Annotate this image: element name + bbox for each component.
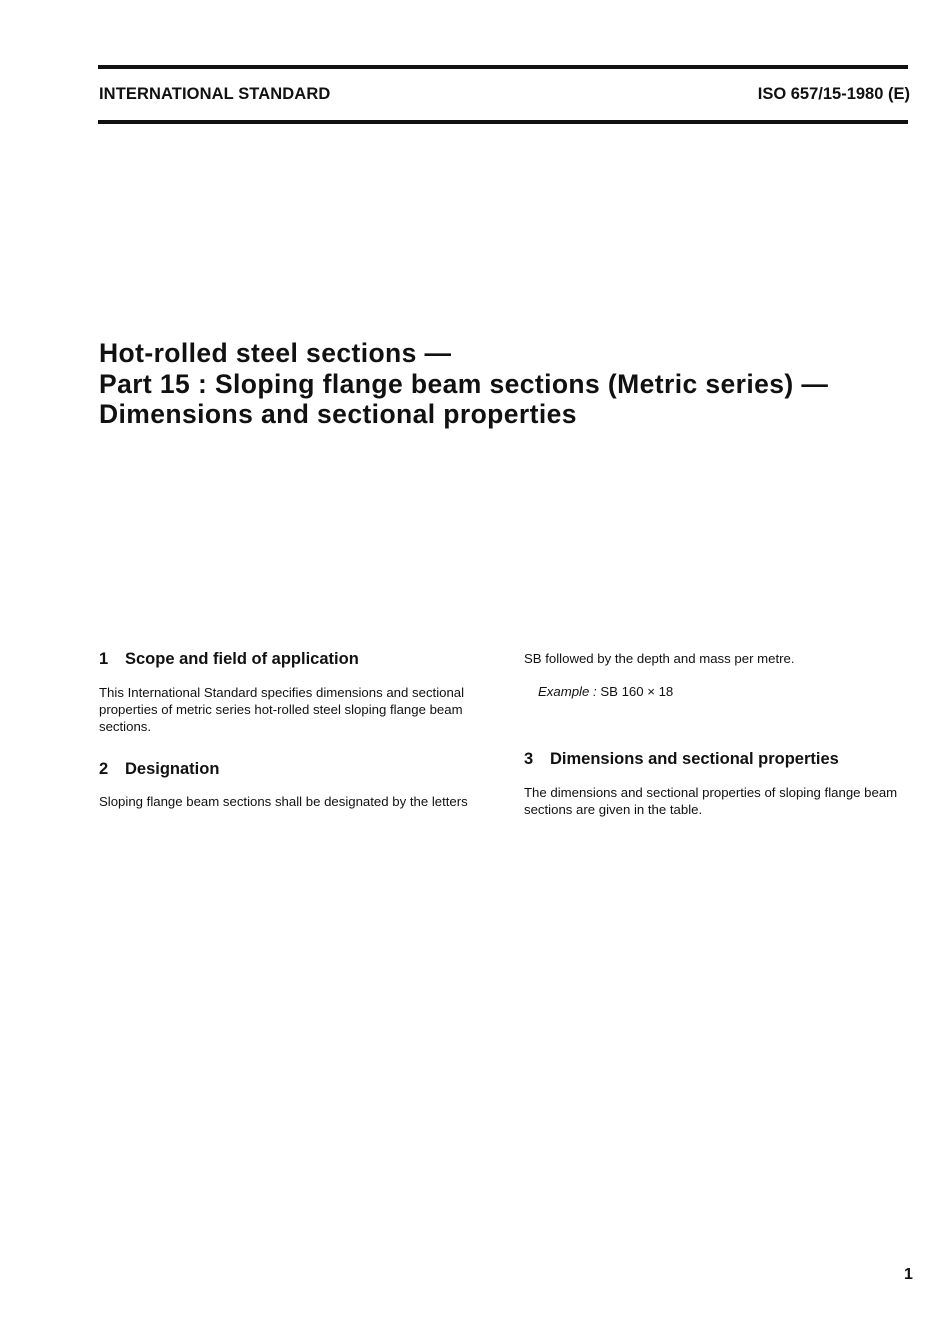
designation-example [524, 683, 919, 700]
example-value: SB 160 × 18 [600, 684, 674, 699]
section-1-heading [99, 648, 494, 670]
example-label: Example : [538, 684, 597, 699]
section-3-title: Dimensions and sectional properties [550, 750, 839, 768]
section-1-number: 1 [99, 650, 109, 668]
section-2-text-continued: SB followed by the depth and mass per metre. [524, 651, 795, 666]
title-line-2: Part 15 : Sloping flange beam sections (Metric series) — [99, 368, 829, 399]
title-line-3: Dimensions and sectional properties [99, 399, 577, 429]
section-2-text: Sloping flange beam sections shall be designated by the letters [99, 794, 468, 809]
header-standard-number: ISO 657/15-1980 (E) [757, 85, 910, 103]
section-2-number: 2 [99, 760, 109, 778]
page-number: 1 [904, 1266, 913, 1283]
section-2-heading [99, 758, 494, 780]
document-title [99, 338, 828, 430]
header-document-type: INTERNATIONAL STANDARD [99, 85, 331, 103]
left-column [99, 648, 494, 810]
section-1-title: Scope and field of application [125, 650, 359, 668]
header-rule-bottom [98, 120, 908, 124]
header-rule-top [98, 65, 908, 69]
right-column [524, 650, 919, 818]
section-3-heading [524, 748, 919, 770]
section-1-text: This International Standard specifies dimensions and sectional properties of metric series hot-rolled steel sloping flange beam sections. [99, 685, 465, 734]
section-2-title: Designation [125, 760, 220, 778]
section-3-text: The dimensions and sectional properties of sloping flange beam sections are given in the table. [524, 785, 898, 817]
section-3-number: 3 [524, 750, 534, 768]
title-line-1: Hot-rolled steel sections — [99, 338, 452, 368]
